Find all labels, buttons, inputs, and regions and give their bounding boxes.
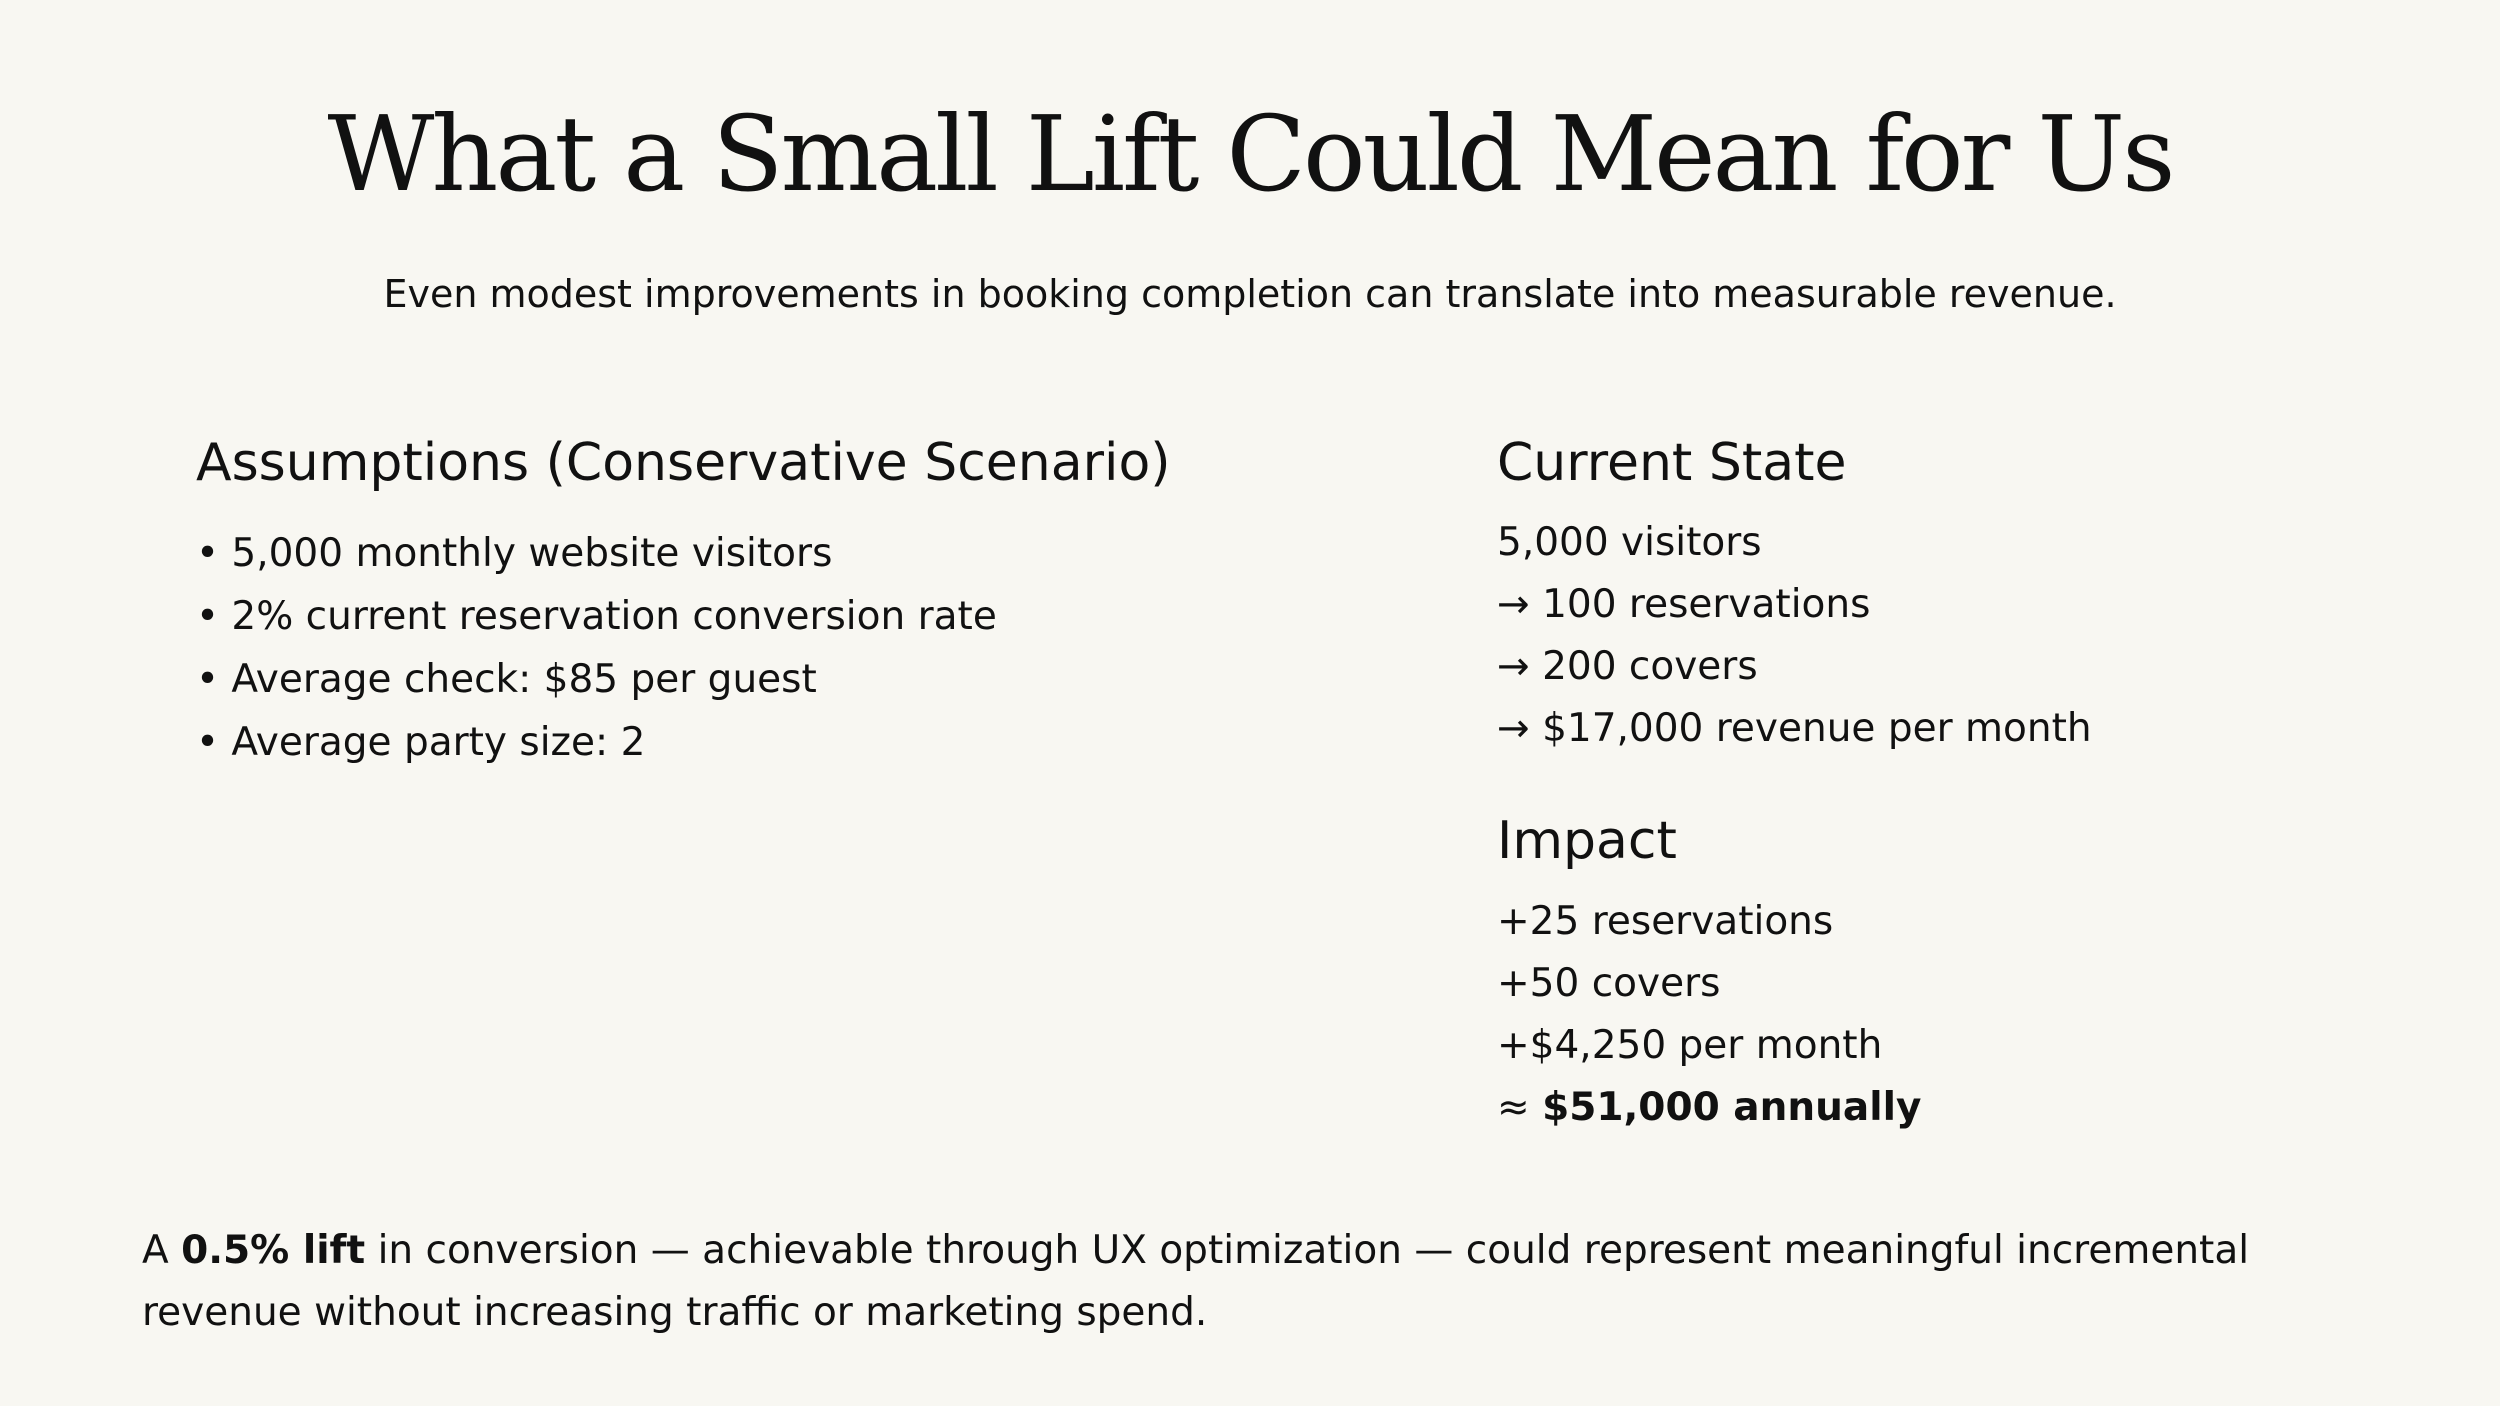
footer-prefix: A xyxy=(142,1228,182,1273)
footer-highlight: 0.5% lift xyxy=(181,1228,366,1273)
current-state-section xyxy=(1497,432,2397,760)
assumption-item: • 5,000 monthly website visitors xyxy=(196,531,833,577)
impact-line: +$4,250 per month xyxy=(1497,1022,1883,1068)
assumptions-heading: Assumptions (Conservative Scenario) xyxy=(196,433,1171,493)
current-state-heading: Current State xyxy=(1497,433,1847,493)
slide-title: What a Small Lift Could Mean for Us xyxy=(327,93,2173,215)
approx-symbol: ≈ xyxy=(1497,1084,1543,1130)
assumptions-list xyxy=(196,522,1396,774)
impact-line: +25 reservations xyxy=(1497,898,1834,944)
footer-note xyxy=(142,1220,2372,1344)
impact-line: +50 covers xyxy=(1497,960,1721,1006)
assumption-item: • Average check: $85 per guest xyxy=(196,657,817,703)
current-state-line: → $17,000 revenue per month xyxy=(1497,706,2092,752)
assumption-item: • 2% current reservation conversion rate xyxy=(196,594,997,640)
results-column xyxy=(1497,432,2397,1139)
assumptions-section xyxy=(196,432,1396,774)
current-state-line: → 100 reservations xyxy=(1497,582,1871,628)
impact-heading: Impact xyxy=(1497,811,1677,872)
impact-section xyxy=(1497,810,2397,1138)
footer-rest: in conversion — achievable through UX optimization — could represent meaningful incremental revenue without increasing traffic or marketing spend. xyxy=(142,1228,2250,1335)
impact-list xyxy=(1497,891,2397,1139)
current-state-list xyxy=(1497,512,2397,760)
slide-subtitle: Even modest improvements in booking completion can translate into measurable revenue. xyxy=(383,272,2117,316)
current-state-line: → 200 covers xyxy=(1497,644,1758,690)
impact-annual-line xyxy=(1497,1077,2397,1139)
current-state-line: 5,000 visitors xyxy=(1497,520,1762,566)
annual-value: $51,000 annually xyxy=(1542,1084,1922,1130)
assumption-item: • Average party size: 2 xyxy=(196,720,646,766)
